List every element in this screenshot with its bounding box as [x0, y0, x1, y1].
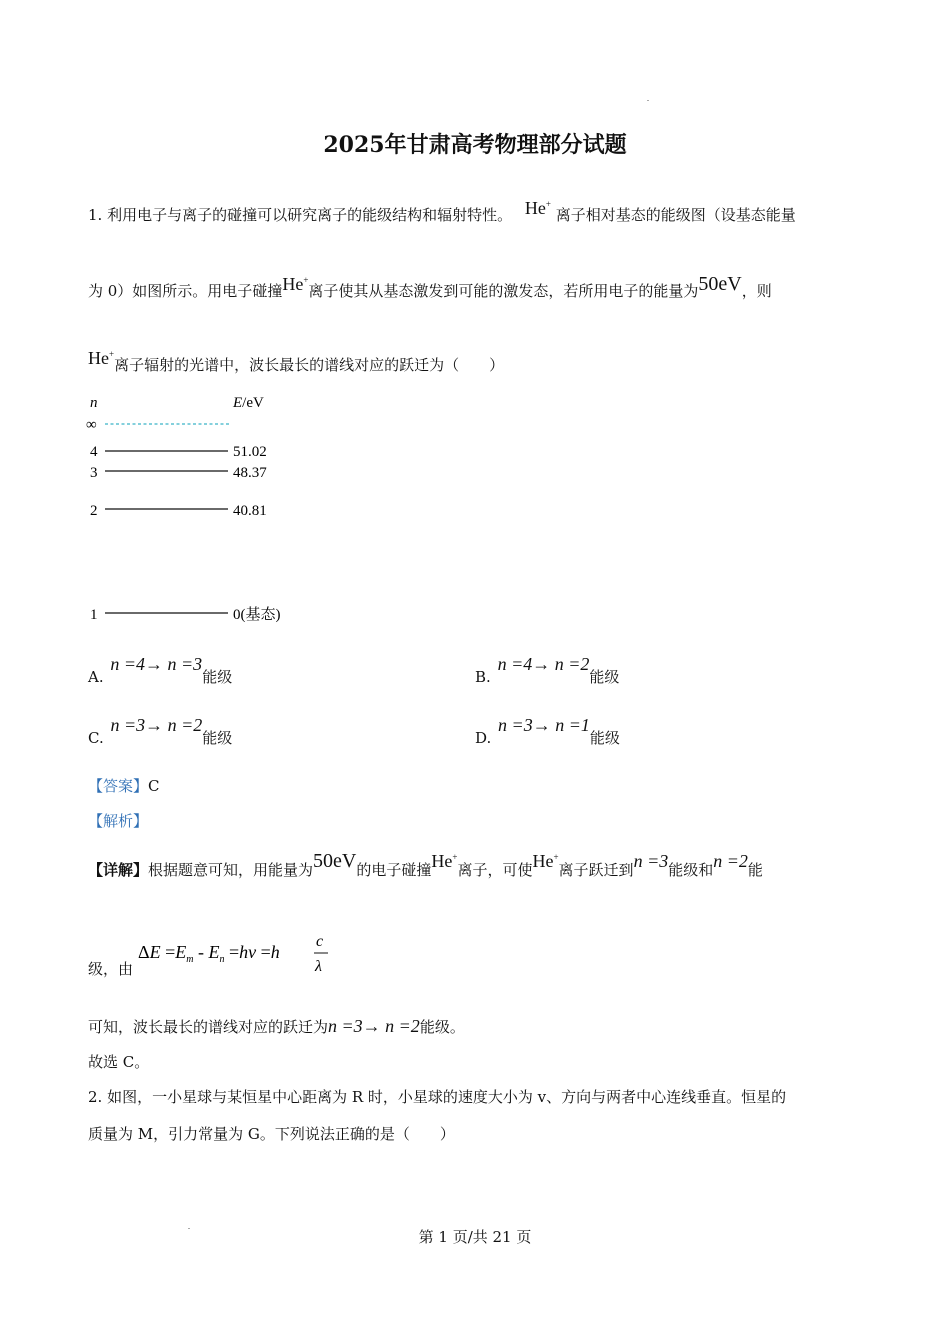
level-n-1: 1 — [90, 607, 98, 623]
q2-line1: 2. 如图，一小星球与某恒星中心距离为 R 时，小星球的速度大小为 v、方向与两者中心连线垂直。恒星的 — [88, 1088, 787, 1106]
he-ion: He+ — [532, 851, 559, 871]
analysis-line — [88, 810, 148, 831]
energy-axis-label: E/eV — [233, 395, 264, 411]
q1-line3 — [88, 348, 505, 375]
option-a[interactable]: A. n =4→ n =3能级 — [88, 654, 233, 686]
he-ion: He+ — [431, 851, 458, 871]
level-n-inf: ∞ — [86, 417, 97, 433]
n-axis-label: n — [90, 395, 98, 411]
answer-value: C — [148, 777, 160, 795]
q1-line2 — [88, 273, 772, 302]
formula-numerator: c — [316, 933, 324, 950]
option-b[interactable]: B. n =4→ n =2能级 — [475, 654, 620, 686]
option-c[interactable]: C. n =3→ n =2能级 — [88, 715, 233, 747]
analysis-label: 【解析】 — [88, 812, 149, 830]
q1-text: 为 0）如图所示。用电子碰撞 — [88, 282, 283, 300]
option-d[interactable]: D. n =3→ n =1能级 — [475, 715, 620, 747]
energy-formula — [136, 930, 336, 978]
page-title: 2025年甘肃高考物理部分试题 — [323, 132, 627, 158]
q1-line1 — [88, 198, 796, 225]
level-value-1: 0(基态) — [233, 607, 281, 623]
detail-energy: 50eV — [313, 850, 357, 872]
detail-line1: 【详解】根据题意可知，用能量为50eV的电子碰撞He+离子，可使He+离子跃迁到n =3能级和n =2能 — [88, 850, 763, 879]
he-ion: He+ — [88, 348, 115, 368]
speck — [647, 100, 649, 101]
formula-denominator: λ — [315, 958, 322, 975]
q2-line2: 质量为 M，引力常量为 G。下列说法正确的是（ ） — [88, 1125, 455, 1143]
q1-text: ，则 — [741, 282, 772, 300]
detail-label: 【详解】 — [88, 861, 149, 879]
q1-text: 离子相对基态的能级图（设基态能量 — [555, 206, 796, 224]
level-value-2: 40.81 — [233, 503, 267, 519]
detail-line2: 级，由 — [88, 960, 134, 978]
level-value-3: 48.37 — [233, 465, 267, 481]
answer-label: 【答案】 — [88, 777, 149, 795]
level-n-3: 3 — [90, 465, 98, 481]
formula-text: $\Delta E =E_m - E_n =h\nu =h$ — [138, 942, 280, 965]
detail-line4: 故选 C。 — [88, 1053, 150, 1071]
q1-text: 离子辐射的光谱中，波长最长的谱线对应的跃迁为（ ） — [114, 356, 505, 374]
detail-line3: 可知，波长最长的谱线对应的跃迁为n =3→ n =2能级。 — [88, 1016, 465, 1036]
level-value-4: 51.02 — [233, 444, 267, 460]
page-footer: 第 1 页/共 21 页 — [418, 1228, 532, 1246]
he-ion: He+ — [282, 274, 309, 294]
level-n-2: 2 — [90, 503, 98, 519]
q1-text: 1. 利用电子与离子的碰撞可以研究离子的能级结构和辐射特性。 — [88, 206, 513, 224]
he-ion: He+ — [524, 198, 551, 218]
energy-level-diagram — [80, 385, 340, 635]
answer-line — [88, 775, 160, 796]
energy-value: 50eV — [698, 273, 742, 295]
q1-text: 离子使其从基态激发到可能的激发态，若所用电子的能量为 — [308, 282, 699, 300]
level-n-4: 4 — [90, 444, 98, 460]
